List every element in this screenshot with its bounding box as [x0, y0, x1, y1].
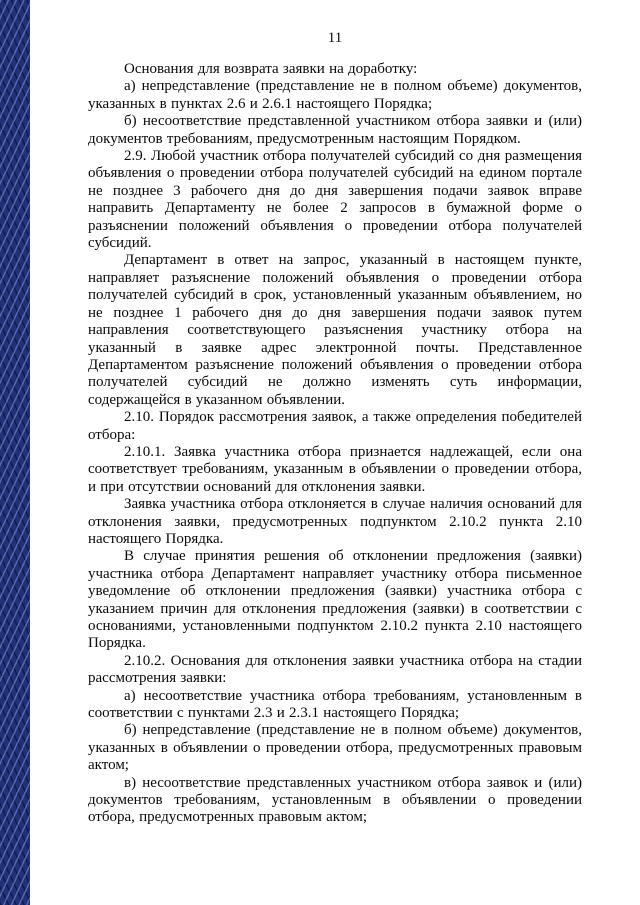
paragraph: а) несоответствие участника отбора требованиям, установленным в соответствии с пунктами 2.3 и 2.3.1 настоящего Порядка; — [88, 687, 582, 722]
paragraph: а) непредставление (представление не в полном объеме) документов, указанных в пунктах 2.6 и 2.6.1 настоящего Порядка; — [88, 78, 582, 112]
paragraph: Департамент в ответ на запрос, указанный в настоящем пункте, направляет разъяснение положений объявления о проведении отбора получателей субсидий в срок, установленный указанным объявлением, но не позднее 1 рабочего дня до дня завершения подачи заявок путем направления соответствующего разъяснения участнику отбора на указанный в заявке адрес электронной почты. Представленное Департаментом разъяснение положений объявления о проведении отбора получателей субсидий не должно изменять суть информации, содержащейся в указанном объявлении. — [88, 252, 582, 408]
paragraph: В случае принятия решения об отклонении предложения (заявки) участника отбора Департамент направляет участнику отбора письменное уведомление об отклонении предложения (заявки) участника отбора с указанием причин для отклонения предложения (заявки) в соответствии с основаниями, установленными подпунктом 2.10.2 пункта 2.10 настоящего Порядка. — [88, 548, 582, 652]
paragraph: б) несоответствие представленной участником отбора заявки и (или) документов требованиям, предусмотренным настоящим Порядком. — [88, 113, 582, 147]
paragraph: Заявка участника отбора отклоняется в случае наличия оснований для отклонения заявки, предусмотренных подпунктом 2.10.2 пункта 2.10 настоящего Порядка. — [88, 496, 582, 547]
page-number: 11 — [327, 30, 343, 46]
decorative-left-border — [0, 0, 30, 905]
paragraph: 2.10.2. Основания для отклонения заявки участника отбора на стадии рассмотрения заявки: — [88, 652, 582, 687]
paragraph: б) непредставление (представление не в полном объеме) документов, указанных в объявлении о проведении отбора, предусмотренных правовым актом; — [88, 722, 582, 774]
paragraph: в) несоответствие представленных участником отбора заявок и (или) документов требованиям, установленным в объявлении о проведении отбора, предусмотренных правовым актом; — [88, 774, 582, 826]
paragraph: 2.9. Любой участник отбора получателей субсидий со дня размещения объявления о проведении отбора получателей субсидий на едином портале не позднее 3 рабочего дня до дня завершения подачи заявок вправе направить Департаменту не более 2 запросов в бумажной форме о разъяснении положений объявления о проведении отбора получателей субсидий. — [88, 148, 582, 252]
paragraph: 2.10. Порядок рассмотрения заявок, а также определения победителей отбора: — [88, 409, 582, 443]
paragraph: Основания для возврата заявки на доработку: — [124, 61, 418, 77]
document-content — [88, 30, 582, 827]
document-body — [88, 61, 582, 827]
paragraph: 2.10.1. Заявка участника отбора признается надлежащей, если она соответствует требованиям, указанным в объявлении о проведении отбора, и при отсутствии оснований для отклонения заявки. — [88, 443, 582, 495]
